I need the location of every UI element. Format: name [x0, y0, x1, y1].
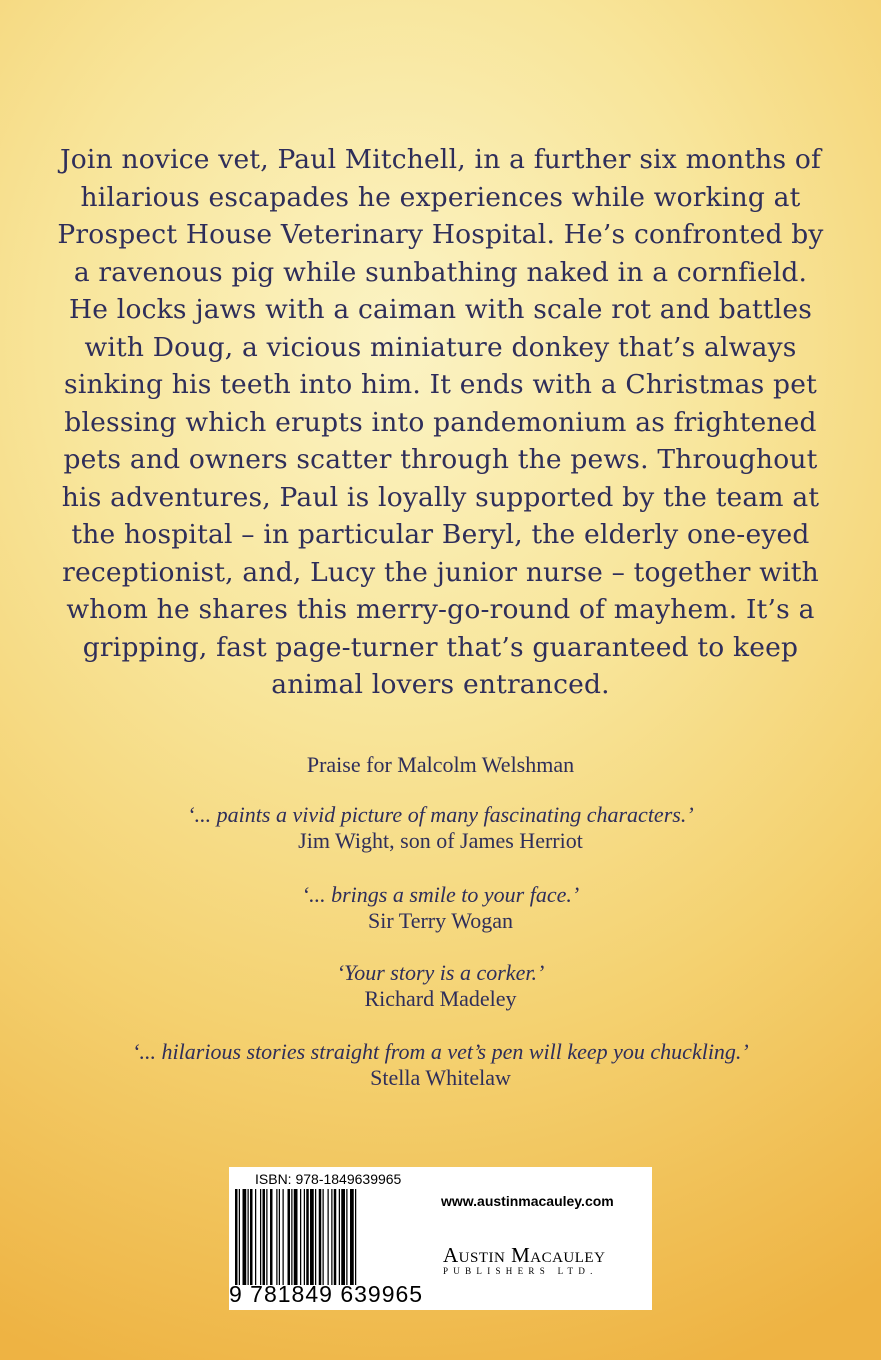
- publisher-subtitle: PUBLISHERS LTD.: [443, 1266, 598, 1276]
- review-attribution: Sir Terry Wogan: [368, 908, 513, 933]
- publisher-url: www.austinmacauley.com: [441, 1193, 614, 1209]
- review-attribution: Stella Whitelaw: [370, 1065, 511, 1090]
- review-attribution: Richard Madeley: [364, 986, 517, 1011]
- review-quote: ‘... paints a vivid picture of many fascinating characters.’: [187, 802, 694, 827]
- publisher-logo: [443, 1243, 643, 1276]
- review-1: [0, 802, 881, 854]
- isbn-label: ISBN: 978-1849639965: [255, 1171, 402, 1187]
- review-3: [0, 960, 881, 1012]
- isbn-barcode-box: [229, 1167, 652, 1310]
- review-quote: ‘Your story is a corker.’: [336, 960, 545, 985]
- barcode-digits: 9 781849 639965: [229, 1281, 424, 1307]
- review-quote: ‘... hilarious stories straight from a vet’s pen will keep you chuckling.’: [132, 1039, 749, 1064]
- review-2: [0, 882, 881, 934]
- praise-heading: Praise for Malcolm Welshman: [306, 752, 575, 777]
- review-attribution: Jim Wight, son of James Herriot: [298, 828, 583, 853]
- barcode-image: [235, 1189, 433, 1285]
- review-quote: ‘... brings a smile to your face.’: [301, 882, 580, 907]
- blurb-text: Join novice vet, Paul Mitchell, in a further six months of hilarious escapades he experiences while working at Prospect House Veterinary Hospital. He’s confronted by a ravenous pig while sunbathing naked in a cornfield. He locks jaws with a caiman with scale rot and battles with Doug, a vicious miniature donkey that’s always sinking his teeth into him. It ends with a Christmas pet blessing which erupts into pandemonium as frightened pets and owners scatter through the pews. Throughout his adventures, Paul is loyally supported by the team at the hospital – in particular Beryl, the elderly one-eyed receptionist, and, Lucy the junior nurse – together with whom he shares this merry-go-round of mayhem. It’s a gripping, fast page-turner that’s guaranteed to keep animal lovers entranced.: [57, 144, 824, 700]
- publisher-name: Austin Macauley: [443, 1243, 606, 1267]
- review-4: [0, 1039, 881, 1091]
